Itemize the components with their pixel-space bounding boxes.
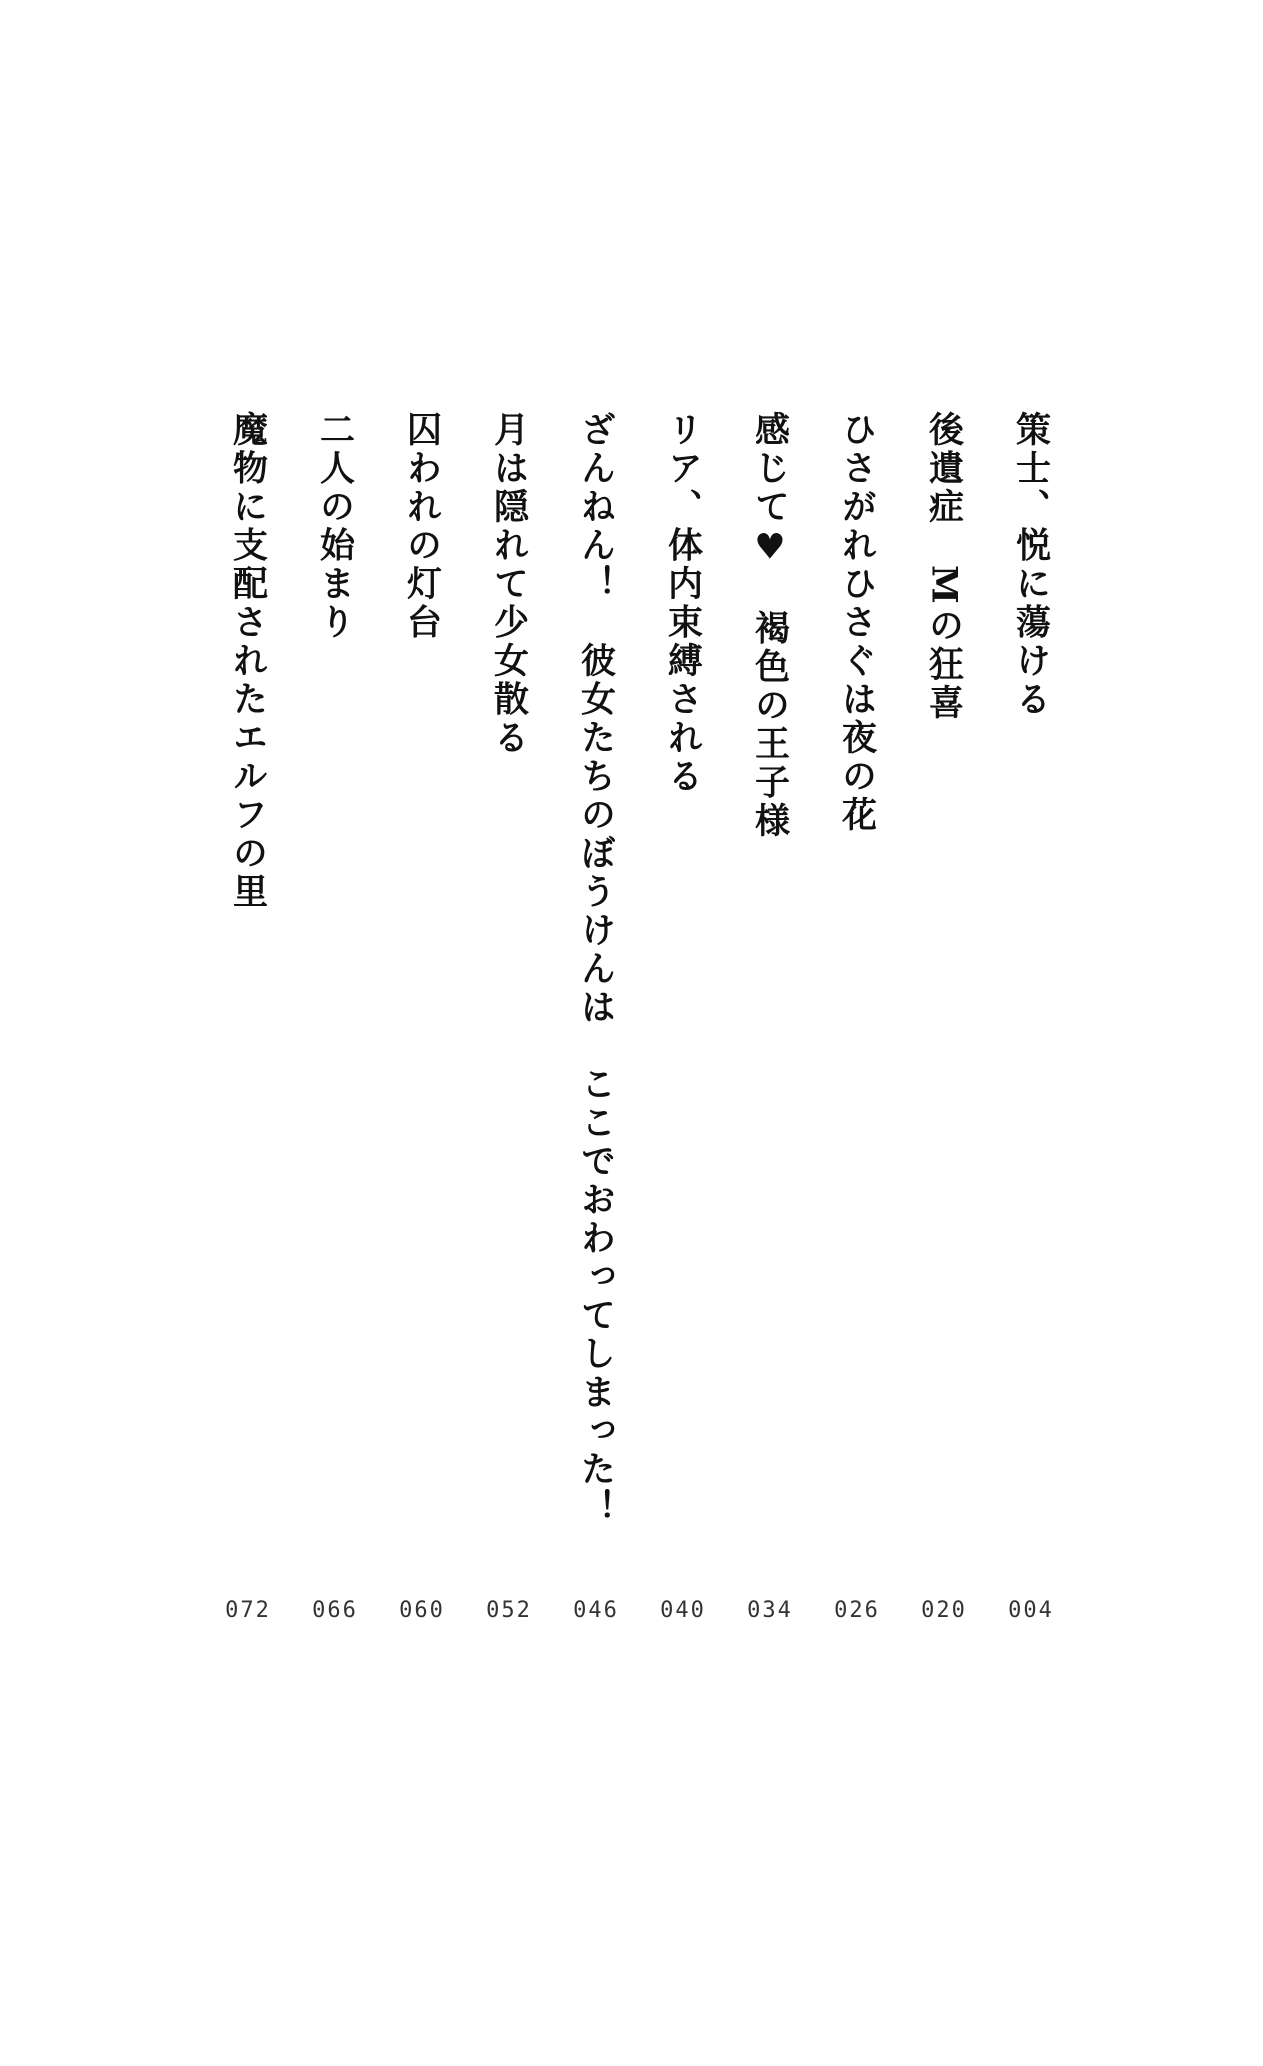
toc-entry[interactable] <box>653 0 713 2066</box>
chapter-title: リア、体内束縛される <box>662 411 704 796</box>
chapter-title: 魔物に支配されたエルフの里 <box>227 411 269 912</box>
toc-entry[interactable] <box>1001 0 1061 2066</box>
toc-entry[interactable] <box>218 0 278 2066</box>
chapter-title: 二人の始まり <box>314 411 356 642</box>
toc-entry[interactable] <box>914 0 974 2066</box>
chapter-title: 策士、悦に蕩ける <box>1010 411 1052 719</box>
page-number: 004 <box>1008 1598 1054 1623</box>
page-number: 072 <box>225 1598 271 1623</box>
chapter-title: ひさがれひさぐは夜の花 <box>836 411 878 835</box>
page-number: 026 <box>834 1598 880 1623</box>
chapter-title: 後遺症 Mの狂喜 <box>923 411 965 723</box>
toc-entry[interactable] <box>740 0 800 2066</box>
page-number: 020 <box>921 1598 967 1623</box>
toc-entry[interactable] <box>305 0 365 2066</box>
toc-entry[interactable] <box>392 0 452 2066</box>
chapter-title: 感じて♥ 褐色の王子様 <box>749 411 791 841</box>
toc-entry[interactable] <box>479 0 539 2066</box>
chapter-title: 月は隠れて少女散る <box>488 411 530 758</box>
page-number: 034 <box>747 1598 793 1623</box>
page-number: 046 <box>573 1598 619 1623</box>
page-number: 066 <box>312 1598 358 1623</box>
chapter-title: 囚われの灯台 <box>401 411 443 642</box>
page-number: 060 <box>399 1598 445 1623</box>
chapter-title: ざんねん！ 彼女たちのぼうけんは ここでおわってしまった！ <box>575 411 617 1528</box>
page-number: 040 <box>660 1598 706 1623</box>
toc-entry[interactable] <box>827 0 887 2066</box>
page-number: 052 <box>486 1598 532 1623</box>
toc-entry[interactable] <box>566 0 626 2066</box>
